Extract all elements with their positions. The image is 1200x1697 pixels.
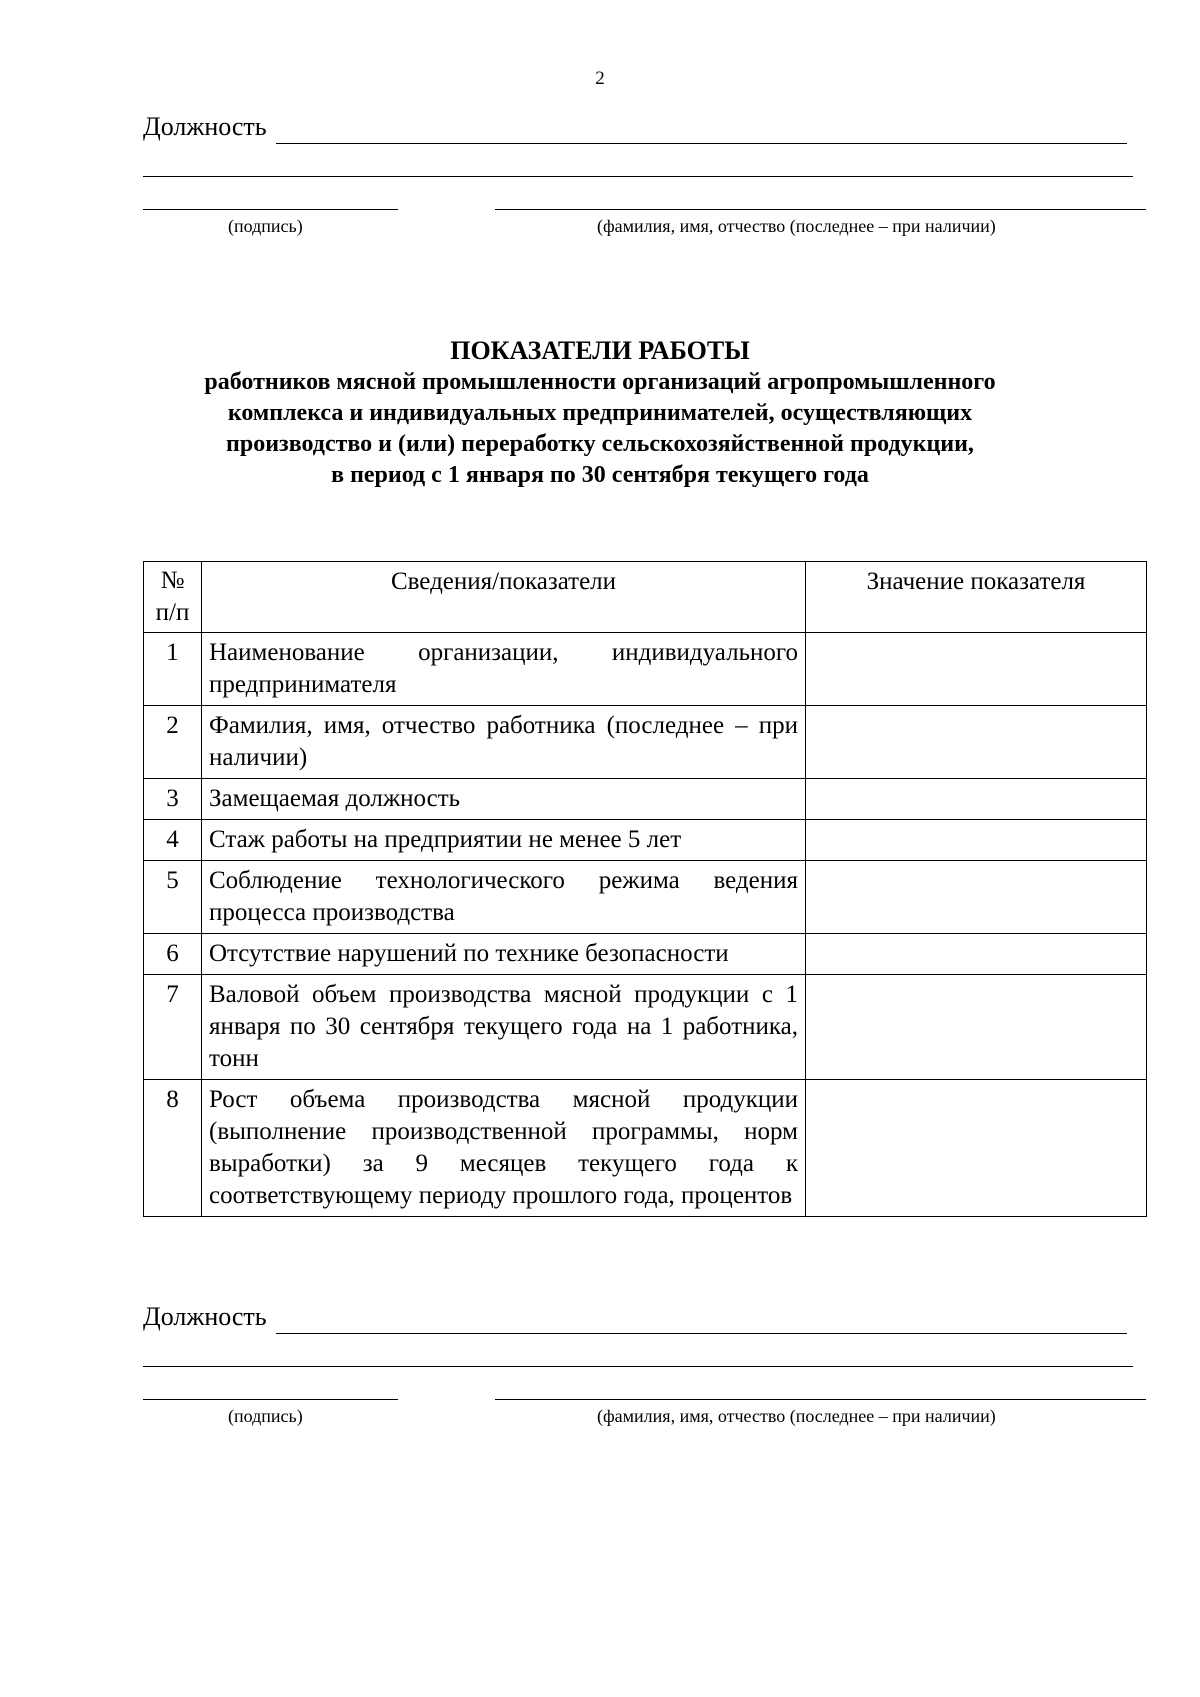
row-indicator: Отсутствие нарушений по технике безопасности [202,934,806,975]
header-number-symbol: № [160,567,185,594]
full-name-line [495,209,1146,210]
position-label: Должность [143,1302,267,1331]
table-row [144,820,1147,861]
full-name-caption: (фамилия, имя, отчество (последнее – при наличии) [597,216,996,236]
signature-block-top [0,110,1200,240]
row-number: 1 [144,633,202,706]
row-number: 5 [144,861,202,934]
signature-caption: (подпись) [228,216,303,236]
title-line-3: производство и (или) переработку сельскохозяйственной продукции, [226,431,974,457]
table-row [144,934,1147,975]
row-indicator: Соблюдение технологического режима ведения процесса производства [202,861,806,934]
page-number: 2 [595,68,605,89]
indicators-table [143,561,1147,1217]
document-title [0,334,1200,491]
header-number [144,562,202,633]
header-info: Сведения/показатели [202,562,806,633]
title-line-1: работников мясной промышленности организаций агропромышленного [204,369,996,395]
table-row [144,975,1147,1080]
signature-caption: (подпись) [228,1406,303,1426]
table-row [144,861,1147,934]
table-header-row [144,562,1147,633]
title-line-4: в период с 1 января по 30 сентября текущего года [331,462,869,488]
row-value-cell[interactable] [806,934,1147,975]
row-indicator: Рост объема производства мясной продукции (выполнение производственной программы, норм выработки) за 9 месяцев текущего года к соответствующему периоду прошлого года, процентов [202,1080,806,1217]
row-number: 2 [144,706,202,779]
header-number-abbr: п/п [155,599,190,626]
position-line [276,1333,1127,1334]
position-label: Должность [143,112,267,141]
row-number: 3 [144,779,202,820]
title-main: ПОКАЗАТЕЛИ РАБОТЫ [450,336,750,365]
row-indicator: Наименование организации, индивидуального предпринимателя [202,633,806,706]
full-name-line [495,1399,1146,1400]
row-number: 7 [144,975,202,1080]
position-line-continued [143,1366,1133,1367]
row-indicator: Валовой объем производства мясной продукции с 1 января по 30 сентября текущего года на 1 работника, тонн [202,975,806,1080]
title-line-2: комплекса и индивидуальных предпринимателей, осуществляющих [227,400,973,426]
row-value-cell[interactable] [806,1080,1147,1217]
full-name-caption: (фамилия, имя, отчество (последнее – при наличии) [597,1406,996,1426]
row-value-cell[interactable] [806,861,1147,934]
header-value: Значение показателя [806,562,1147,633]
row-indicator: Фамилия, имя, отчество работника (последнее – при наличии) [202,706,806,779]
table-row [144,706,1147,779]
row-number: 6 [144,934,202,975]
table-row [144,633,1147,706]
row-value-cell[interactable] [806,975,1147,1080]
table-row [144,779,1147,820]
row-value-cell[interactable] [806,633,1147,706]
row-indicator: Замещаемая должность [202,779,806,820]
row-indicator: Стаж работы на предприятии не менее 5 лет [202,820,806,861]
row-value-cell[interactable] [806,706,1147,779]
table-row [144,1080,1147,1217]
row-number: 4 [144,820,202,861]
signature-line [143,209,398,210]
row-value-cell[interactable] [806,820,1147,861]
position-line [276,143,1127,144]
row-number: 8 [144,1080,202,1217]
signature-line [143,1399,398,1400]
signature-block-bottom [0,1300,1200,1430]
row-value-cell[interactable] [806,779,1147,820]
position-line-continued [143,176,1133,177]
